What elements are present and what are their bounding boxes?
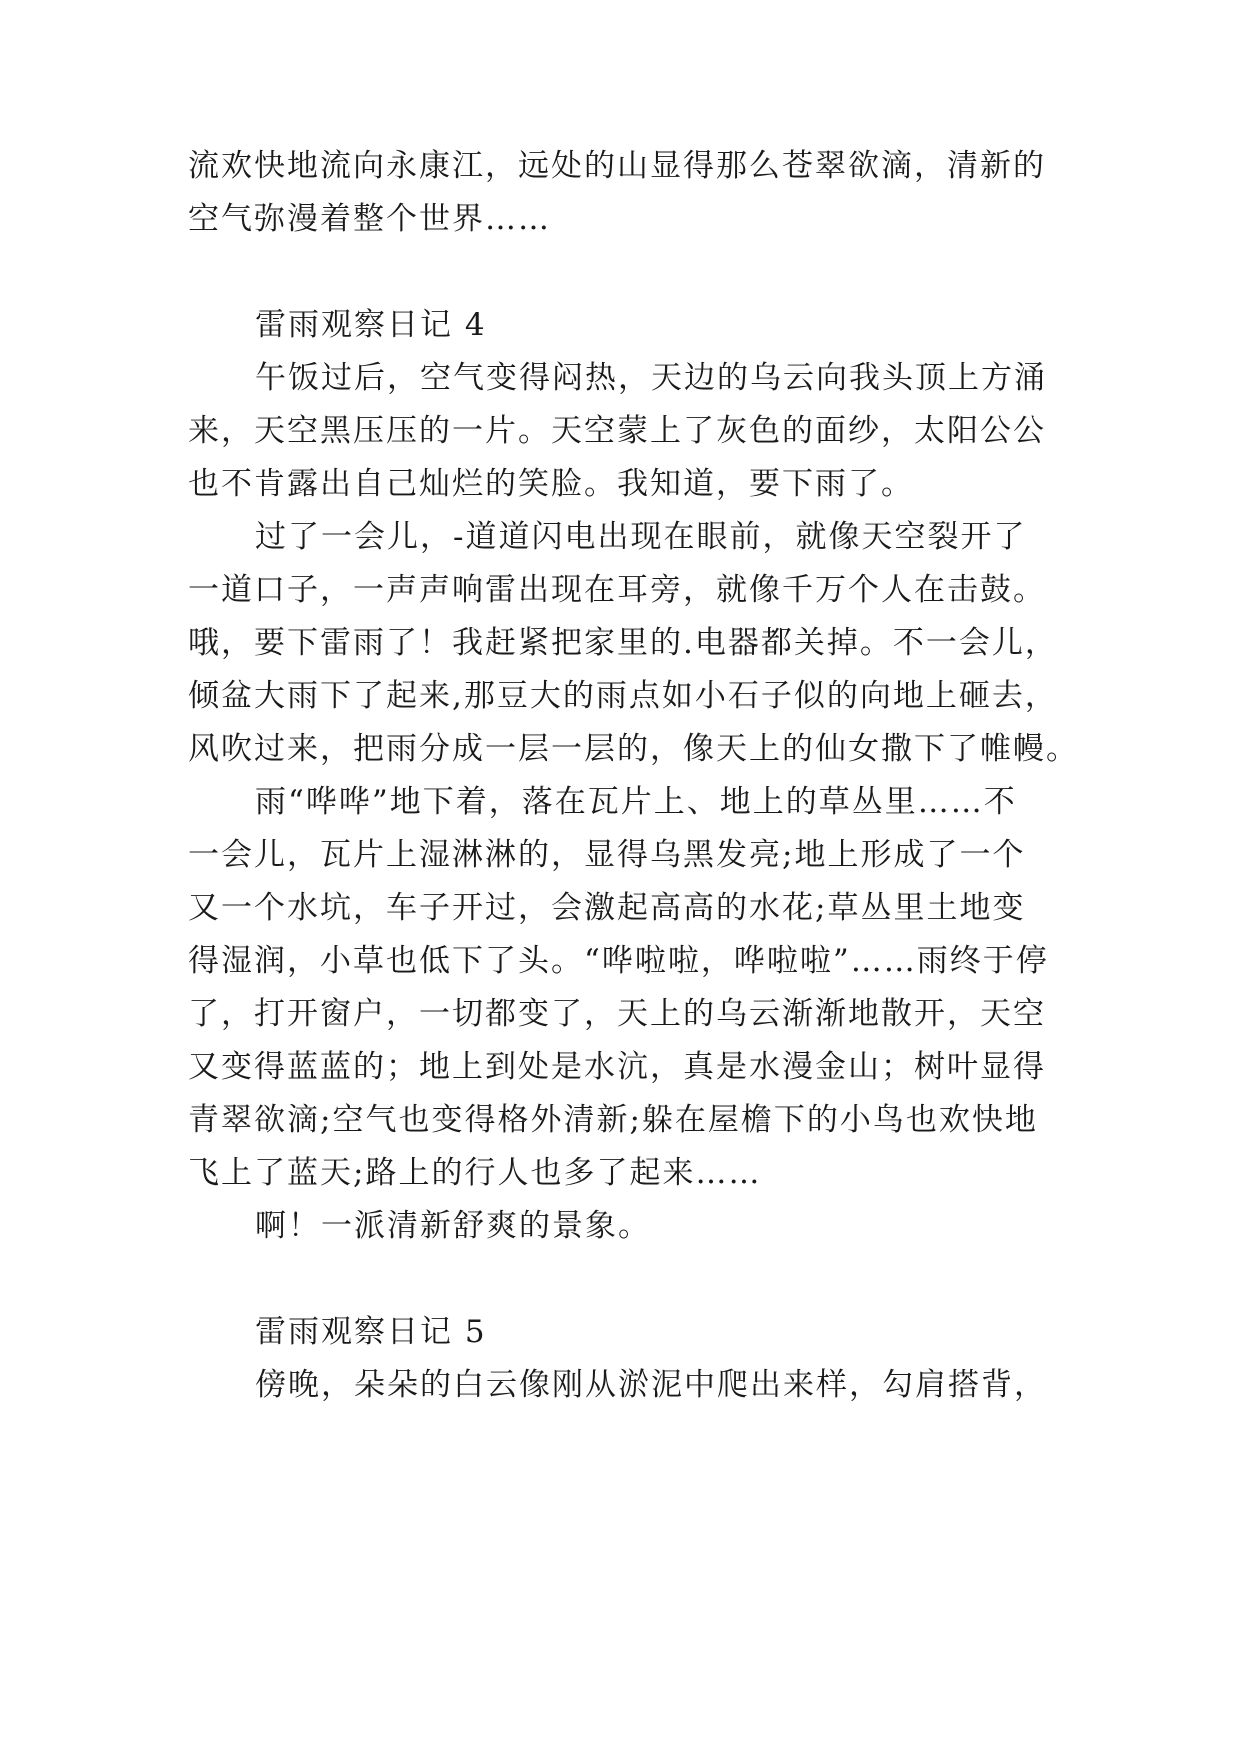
paragraph-line: 了，打开窗户，一切都变了，天上的乌云渐渐地散开，天空 (188, 996, 1046, 1032)
paragraph-line: 飞上了蓝天;路上的行人也多了起来…… (188, 1155, 762, 1191)
paragraph-line: 哦，要下雷雨了！我赶紧把家里的.电器都关掉。不一会儿， (188, 625, 1058, 661)
paragraph-line: 也不肯露出自己灿烂的笑脸。我知道，要下雨了。 (188, 466, 914, 502)
paragraph-line: 流欢快地流向永康江，远处的山显得那么苍翠欲滴，清新的 (188, 148, 1046, 184)
paragraph-line: 傍晚，朵朵的白云像刚从淤泥中爬出来样，勾肩搭背， (255, 1367, 1047, 1403)
paragraph-line: 来，天空黑压压的一片。天空蒙上了灰色的面纱，太阳公公 (188, 413, 1046, 449)
paragraph-line: 又变得蓝蓝的；地上到处是水沆，真是水漫金山；树叶显得 (188, 1049, 1046, 1085)
paragraph-line: 风吹过来，把雨分成一层一层的，像天上的仙女撒下了帷幔。 (188, 731, 1079, 767)
paragraph-line: 又一个水坑，车子开过，会激起高高的水花;草丛里土地变 (188, 890, 1026, 926)
paragraph-line: 雨“哗哗”地下着，落在瓦片上、地上的草丛里……不 (255, 784, 1017, 820)
paragraph-line: 一会儿，瓦片上湿淋淋的，显得乌黑发亮;地上形成了一个 (188, 837, 1026, 873)
paragraph-line: 青翠欲滴;空气也变得格外清新;躲在屋檐下的小鸟也欢快地 (188, 1102, 1038, 1138)
paragraph-line: 一道口子，一声声响雷出现在耳旁，就像千万个人在击鼓。 (188, 572, 1046, 608)
section-title: 雷雨观察日记 4 (255, 307, 487, 343)
paragraph-line: 啊！一派清新舒爽的景象。 (255, 1208, 651, 1244)
paragraph-line: 倾盆大雨下了起来,那豆大的雨点如小石子似的向地上砸去， (188, 678, 1058, 714)
paragraph-line: 空气弥漫着整个世界…… (188, 201, 551, 237)
paragraph-line: 得湿润，小草也低下了头。“哗啦啦，哗啦啦”……雨终于停 (188, 943, 1049, 979)
paragraph-line: 午饭过后，空气变得闷热，天边的乌云向我头顶上方涌 (255, 360, 1047, 396)
section-title: 雷雨观察日记 5 (255, 1314, 487, 1350)
paragraph-line: 过了一会儿，-道道闪电出现在眼前，就像天空裂开了 (255, 519, 1027, 555)
